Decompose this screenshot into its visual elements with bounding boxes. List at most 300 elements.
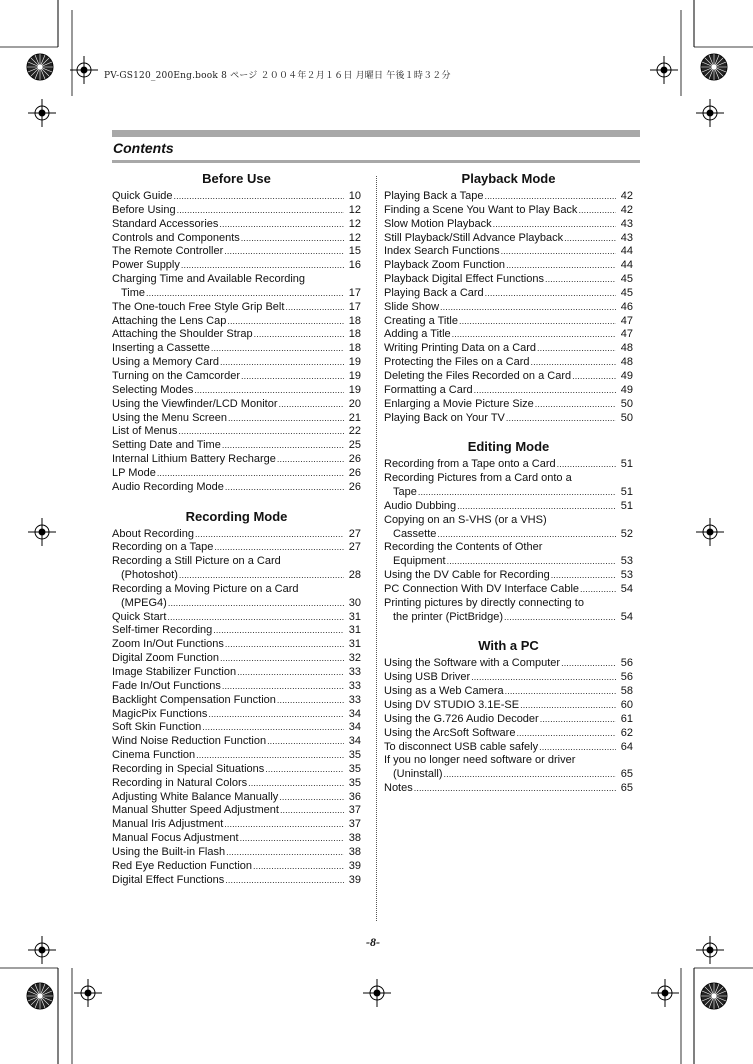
dot-leader xyxy=(493,218,616,232)
toc-entry-page: 54 xyxy=(620,610,633,623)
dot-leader xyxy=(222,439,344,453)
toc-entry[interactable] xyxy=(112,528,361,542)
dot-leader xyxy=(224,818,344,832)
toc-entry[interactable] xyxy=(112,818,361,832)
toc-entry[interactable] xyxy=(112,569,361,583)
toc-entry-page: 26 xyxy=(348,480,361,493)
toc-entry[interactable] xyxy=(384,398,633,412)
toc-entry-page: 61 xyxy=(620,712,633,725)
dot-leader xyxy=(179,569,344,583)
toc-entry-title: Image Stabilizer Function xyxy=(112,666,237,678)
toc-entry-page: 34 xyxy=(348,735,361,748)
toc-entry-page: 35 xyxy=(348,762,361,775)
toc-entry[interactable] xyxy=(384,384,633,398)
dot-leader xyxy=(537,342,616,356)
toc-entry[interactable] xyxy=(384,287,633,301)
toc-entry[interactable] xyxy=(112,680,361,694)
toc-entry-title: Writing Printing Data on a Card xyxy=(384,342,537,355)
toc-entry[interactable] xyxy=(384,245,633,259)
dot-leader xyxy=(285,301,344,315)
toc-entry[interactable] xyxy=(112,425,361,439)
toc-entry-page: 34 xyxy=(348,721,361,734)
toc-entry-page: 49 xyxy=(620,369,633,382)
toc-entry-page: 26 xyxy=(348,453,361,466)
toc-left-column xyxy=(112,170,361,888)
toc-entry-page: 33 xyxy=(348,666,361,678)
toc-entry-page: 19 xyxy=(348,383,361,396)
toc-entry-page: 44 xyxy=(620,245,633,258)
toc-entry-title: Quick Guide xyxy=(112,190,173,202)
toc-entry-title-line[interactable]: Printing pictures by directly connecting to xyxy=(384,596,584,609)
toc-entry-page: 32 xyxy=(348,652,361,665)
dot-leader xyxy=(241,370,344,384)
dot-leader xyxy=(452,328,616,342)
toc-entry[interactable] xyxy=(112,412,361,426)
toc-entry[interactable] xyxy=(112,453,361,467)
toc-entry-page: 35 xyxy=(348,749,361,762)
toc-entry[interactable] xyxy=(384,611,633,625)
toc-entry-title: Using DV STUDIO 3.1E-SE xyxy=(384,699,520,711)
dot-leader xyxy=(177,204,344,218)
toc-entry-title: (MPEG4) xyxy=(121,596,167,609)
toc-entry-page: 45 xyxy=(620,273,633,286)
toc-entry[interactable] xyxy=(112,694,361,708)
toc-entry-title: (Uninstall) xyxy=(393,768,443,781)
toc-entry-title-line[interactable]: Recording Pictures from a Card onto a xyxy=(384,472,572,485)
toc-entry-title: Enlarging a Movie Picture Size xyxy=(384,397,534,410)
toc-entry-page: 65 xyxy=(620,782,633,795)
dot-leader xyxy=(195,528,344,542)
toc-entry[interactable] xyxy=(112,666,361,680)
toc-entry[interactable] xyxy=(112,356,361,370)
toc-entry[interactable] xyxy=(112,597,361,611)
toc-entry-title-line[interactable]: Recording the Contents of Other xyxy=(384,541,543,554)
toc-entry[interactable] xyxy=(384,232,633,246)
toc-entry-page: 39 xyxy=(348,873,361,886)
dot-leader xyxy=(279,791,344,805)
dot-leader xyxy=(440,301,616,315)
toc-entry-page: 16 xyxy=(348,259,361,272)
toc-entry[interactable] xyxy=(112,860,361,874)
dot-leader xyxy=(178,425,344,439)
toc-entry-title: Adding a Title xyxy=(384,328,451,341)
toc-entry-title: Still Playback/Still Advance Playback xyxy=(384,231,564,244)
dot-leader xyxy=(444,768,616,782)
toc-entry-title: Slide Show xyxy=(384,300,440,313)
dot-leader xyxy=(194,384,344,398)
dot-leader xyxy=(540,713,616,727)
dot-leader xyxy=(504,611,616,625)
toc-entry-page: 37 xyxy=(348,804,361,817)
toc-entry-title: Adjusting White Balance Manually xyxy=(112,790,279,803)
dot-leader xyxy=(167,611,344,625)
toc-entry-title: Digital Effect Functions xyxy=(112,873,225,886)
toc-entry[interactable] xyxy=(112,638,361,652)
toc-section xyxy=(384,637,633,795)
dot-leader xyxy=(237,666,344,680)
toc-entry[interactable] xyxy=(112,874,361,888)
toc-entry-title: Recording on a Tape xyxy=(112,541,214,554)
toc-entry-title: Attaching the Lens Cap xyxy=(112,314,227,327)
toc-entry[interactable] xyxy=(384,218,633,232)
toc-entry[interactable] xyxy=(384,727,633,741)
toc-entry[interactable] xyxy=(384,713,633,727)
toc-entry-title: Tape xyxy=(393,486,417,499)
toc-entry-page: 44 xyxy=(620,259,633,272)
toc-entry-title: Self-timer Recording xyxy=(112,624,213,637)
toc-entry[interactable] xyxy=(384,583,633,597)
toc-entry[interactable] xyxy=(112,481,361,495)
toc-entry-page: 51 xyxy=(620,499,633,512)
toc-entry[interactable] xyxy=(384,671,633,685)
toc-entry-title-line[interactable]: If you no longer need software or driver xyxy=(384,754,576,767)
toc-entry[interactable] xyxy=(112,652,361,666)
toc-entry-page: 43 xyxy=(620,231,633,244)
toc-entry-title: Audio Recording Mode xyxy=(112,480,224,493)
toc-entry-page: 42 xyxy=(620,190,633,202)
dot-leader xyxy=(418,486,616,500)
dot-leader xyxy=(505,685,616,699)
toc-entry[interactable] xyxy=(112,763,361,777)
toc-entry-page: 19 xyxy=(348,369,361,382)
toc-entry[interactable] xyxy=(112,439,361,453)
toc-entry-title: Internal Lithium Battery Recharge xyxy=(112,453,276,466)
toc-entry-page: 42 xyxy=(620,203,633,216)
toc-entry-title: Setting Date and Time xyxy=(112,439,221,452)
dot-leader xyxy=(459,315,616,329)
toc-entry-title: Using the Viewfinder/LCD Monitor xyxy=(112,397,278,410)
page-number: -8- xyxy=(366,935,380,949)
toc-entry[interactable] xyxy=(112,328,361,342)
toc-entry[interactable] xyxy=(112,541,361,555)
toc-entry[interactable] xyxy=(384,458,633,472)
dot-leader xyxy=(254,328,344,342)
toc-entry-title: Playing Back a Card xyxy=(384,286,484,299)
toc-entry-page: 45 xyxy=(620,286,633,299)
toc-entry-title: LP Mode xyxy=(112,466,156,479)
toc-entry-title-line[interactable]: Recording a Moving Picture on a Card xyxy=(112,582,299,595)
toc-entry-title: To disconnect USB cable safely xyxy=(384,740,539,753)
toc-entry-title: Inserting a Cassette xyxy=(112,342,210,355)
toc-entry[interactable] xyxy=(112,259,361,273)
toc-entry[interactable] xyxy=(112,735,361,749)
toc-entry-page: 34 xyxy=(348,707,361,720)
toc-entry-page: 49 xyxy=(620,383,633,396)
toc-entry[interactable] xyxy=(112,370,361,384)
toc-entry-title: Time xyxy=(121,286,146,299)
toc-entry[interactable] xyxy=(384,370,633,384)
toc-entry-page: 51 xyxy=(620,458,633,471)
toc-entry-title: Using USB Driver xyxy=(384,671,471,684)
toc-entry[interactable] xyxy=(384,190,633,204)
toc-entry[interactable] xyxy=(384,301,633,315)
dot-leader xyxy=(471,671,616,685)
dot-leader xyxy=(564,232,616,246)
toc-entry-page: 27 xyxy=(348,527,361,540)
dot-leader xyxy=(227,315,344,329)
toc-entry-title: Notes xyxy=(384,782,413,795)
dot-leader xyxy=(225,481,344,495)
toc-entry-title: Zoom In/Out Functions xyxy=(112,638,224,651)
dot-leader xyxy=(545,273,616,287)
toc-entry-page: 65 xyxy=(620,768,633,781)
toc-entry-page: 10 xyxy=(348,190,361,202)
toc-entry-title: Soft Skin Function xyxy=(112,721,202,734)
toc-entry[interactable] xyxy=(384,412,633,426)
toc-entry[interactable] xyxy=(384,315,633,329)
toc-section xyxy=(112,508,361,888)
toc-entry-title-line[interactable]: Recording a Still Picture on a Card xyxy=(112,555,281,568)
section-heading: With a PC xyxy=(478,638,539,654)
toc-entry[interactable] xyxy=(112,384,361,398)
dot-leader xyxy=(224,245,344,259)
dot-leader xyxy=(174,190,344,204)
toc-entry-title: Backlight Compensation Function xyxy=(112,693,276,706)
toc-entry[interactable] xyxy=(384,699,633,713)
toc-entry-title: Playing Back on Your TV xyxy=(384,411,505,424)
toc-entry-page: 18 xyxy=(348,342,361,355)
dot-leader xyxy=(551,569,616,583)
toc-entry-title: Controls and Components xyxy=(112,231,240,244)
dot-leader xyxy=(241,232,344,246)
toc-entry-title: Playback Digital Effect Functions xyxy=(384,273,544,286)
dot-leader xyxy=(181,259,344,273)
toc-entry[interactable] xyxy=(384,741,633,755)
section-heading: Editing Mode xyxy=(467,439,550,455)
dot-leader xyxy=(219,218,344,232)
toc-entry-title: Using as a Web Camera xyxy=(384,685,504,698)
title-bar-top xyxy=(112,130,640,137)
toc-entry[interactable] xyxy=(112,315,361,329)
toc-entry-page: 28 xyxy=(348,569,361,582)
toc-section xyxy=(384,170,633,425)
toc-entry-title: Recording in Special Situations xyxy=(112,762,265,775)
dot-leader xyxy=(280,804,344,818)
toc-entry-page: 50 xyxy=(620,397,633,410)
toc-entry-title: Equipment xyxy=(393,555,446,568)
dot-leader xyxy=(157,467,344,481)
toc-entry-title-line[interactable]: Copying on an S-VHS (or a VHS) xyxy=(384,513,547,526)
dot-leader xyxy=(277,453,344,467)
toc-entry-title: Fade In/Out Functions xyxy=(112,679,221,692)
toc-entry[interactable] xyxy=(384,342,633,356)
dot-leader xyxy=(214,541,344,555)
dot-leader xyxy=(220,356,344,370)
dot-leader xyxy=(240,832,344,846)
toc-entry-title: Manual Focus Adjustment xyxy=(112,832,239,845)
dot-leader xyxy=(265,763,344,777)
toc-entry-page: 18 xyxy=(348,314,361,327)
toc-entry-page: 26 xyxy=(348,466,361,479)
toc-entry-title: List of Menus xyxy=(112,425,178,438)
toc-entry[interactable] xyxy=(384,204,633,218)
toc-entry-title: Slow Motion Playback xyxy=(384,217,492,230)
toc-entry-page: 33 xyxy=(348,679,361,692)
toc-entry-page: 20 xyxy=(348,397,361,410)
toc-entry-page: 46 xyxy=(620,300,633,313)
toc-section xyxy=(112,170,361,495)
toc-entry[interactable] xyxy=(384,782,633,796)
toc-entry[interactable] xyxy=(112,398,361,412)
toc-entry-page: 53 xyxy=(620,555,633,568)
toc-entry-page: 33 xyxy=(348,693,361,706)
toc-entry[interactable] xyxy=(112,624,361,638)
dot-leader xyxy=(196,749,344,763)
section-heading: Recording Mode xyxy=(185,508,288,524)
toc-entry-page: 17 xyxy=(348,300,361,313)
dot-leader xyxy=(535,398,616,412)
dot-leader xyxy=(474,384,616,398)
toc-entry-title: Using the Software with a Computer xyxy=(384,657,561,670)
dot-leader xyxy=(248,777,344,791)
toc-entry-page: 17 xyxy=(348,286,361,299)
toc-entry[interactable] xyxy=(384,555,633,569)
dot-leader xyxy=(484,190,616,204)
toc-entry-title: Index Search Functions xyxy=(384,245,500,258)
toc-entry[interactable] xyxy=(112,218,361,232)
toc-entry-page: 56 xyxy=(620,657,633,670)
toc-entry-title: MagicPix Functions xyxy=(112,707,208,720)
toc-entry-page: 64 xyxy=(620,740,633,753)
toc-entry-title: Formatting a Card xyxy=(384,383,473,396)
toc-right-column xyxy=(384,170,633,796)
toc-entry-page: 15 xyxy=(348,245,361,258)
toc-entry-page: 47 xyxy=(620,314,633,327)
toc-entry-title: Playback Zoom Function xyxy=(384,259,506,272)
toc-entry[interactable] xyxy=(112,777,361,791)
toc-entry-page: 58 xyxy=(620,685,633,698)
toc-entry-title: Using the ArcSoft Software xyxy=(384,726,516,739)
toc-entry[interactable] xyxy=(112,190,361,204)
toc-entry[interactable] xyxy=(384,768,633,782)
toc-entry[interactable] xyxy=(384,657,633,671)
toc-entry[interactable] xyxy=(112,232,361,246)
toc-entry-page: 36 xyxy=(348,790,361,803)
dot-leader xyxy=(226,846,344,860)
dot-leader xyxy=(506,259,616,273)
toc-entry-title: Standard Accessories xyxy=(112,217,219,230)
dot-leader xyxy=(561,657,616,671)
toc-entry-title: Attaching the Shoulder Strap xyxy=(112,328,253,341)
toc-entry[interactable] xyxy=(384,500,633,514)
dot-leader xyxy=(485,287,616,301)
toc-entry-title: Using the G.726 Audio Decoder xyxy=(384,712,539,725)
toc-entry[interactable] xyxy=(112,467,361,481)
toc-entry[interactable] xyxy=(112,721,361,735)
toc-entry-title: Digital Zoom Function xyxy=(112,652,219,665)
toc-entry-title: Playing Back a Tape xyxy=(384,190,484,202)
toc-entry[interactable] xyxy=(112,708,361,722)
toc-entry-page: 48 xyxy=(620,356,633,369)
toc-entry-page: 51 xyxy=(620,486,633,499)
dot-leader xyxy=(220,652,344,666)
dot-leader xyxy=(267,735,344,749)
toc-entry-title: Selecting Modes xyxy=(112,383,194,396)
dot-leader xyxy=(578,204,616,218)
toc-entry-title: Cassette xyxy=(393,527,437,540)
toc-entry-title: Recording in Natural Colors xyxy=(112,776,248,789)
dot-leader xyxy=(501,245,616,259)
dot-leader xyxy=(506,412,616,426)
toc-entry[interactable] xyxy=(112,846,361,860)
toc-entry-title: Using the DV Cable for Recording xyxy=(384,569,550,582)
dot-leader xyxy=(225,874,344,888)
dot-leader xyxy=(278,398,344,412)
dot-leader xyxy=(228,412,344,426)
dot-leader xyxy=(539,741,616,755)
toc-entry-page: 54 xyxy=(620,582,633,595)
column-divider xyxy=(376,176,377,921)
dot-leader xyxy=(168,597,344,611)
toc-entry[interactable] xyxy=(112,611,361,625)
toc-entry[interactable] xyxy=(112,342,361,356)
toc-entry-page: 53 xyxy=(620,569,633,582)
toc-entry-title: About Recording xyxy=(112,527,194,540)
dot-leader xyxy=(572,370,616,384)
toc-entry[interactable] xyxy=(384,569,633,583)
toc-entry[interactable] xyxy=(112,832,361,846)
toc-entry-page: 27 xyxy=(348,541,361,554)
toc-section xyxy=(384,438,633,624)
toc-entry-page: 18 xyxy=(348,328,361,341)
toc-entry[interactable] xyxy=(384,486,633,500)
toc-entry-page: 12 xyxy=(348,231,361,244)
toc-entry[interactable] xyxy=(112,287,361,301)
toc-entry-page: 60 xyxy=(620,699,633,711)
toc-entry-title: Wind Noise Reduction Function xyxy=(112,735,267,748)
dot-leader xyxy=(211,342,344,356)
toc-entry-page: 47 xyxy=(620,328,633,341)
toc-entry[interactable] xyxy=(384,273,633,287)
toc-entry[interactable] xyxy=(112,204,361,218)
toc-entry-page: 21 xyxy=(348,411,361,424)
toc-entry[interactable] xyxy=(112,749,361,763)
dot-leader xyxy=(277,694,344,708)
toc-entry[interactable] xyxy=(112,791,361,805)
print-header: PV-GS120_200Eng.book 8 ページ ２００４年２月１６日 月曜日 午後１時３２分 xyxy=(104,71,451,81)
toc-entry-title: Protecting the Files on a Card xyxy=(384,356,530,369)
toc-entry[interactable] xyxy=(384,259,633,273)
toc-entry-page: 12 xyxy=(348,203,361,216)
toc-entry-title: (Photoshot) xyxy=(121,569,178,582)
toc-entry-page: 19 xyxy=(348,356,361,369)
toc-entry[interactable] xyxy=(112,301,361,315)
toc-entry[interactable] xyxy=(384,528,633,542)
toc-entry-title: Creating a Title xyxy=(384,314,458,327)
toc-entry-title-line[interactable]: Charging Time and Available Recording xyxy=(112,273,306,286)
toc-entry-title: Recording from a Tape onto a Card xyxy=(384,458,556,471)
toc-entry-page: 31 xyxy=(348,624,361,637)
toc-entry[interactable] xyxy=(384,328,633,342)
dot-leader xyxy=(457,500,616,514)
toc-entry[interactable] xyxy=(384,356,633,370)
toc-entry[interactable] xyxy=(384,685,633,699)
toc-entry-title: PC Connection With DV Interface Cable xyxy=(384,582,580,595)
toc-entry-title: Manual Iris Adjustment xyxy=(112,818,224,831)
dot-leader xyxy=(202,721,344,735)
toc-entry-page: 43 xyxy=(620,217,633,230)
toc-entry-page: 48 xyxy=(620,342,633,355)
dot-leader xyxy=(213,624,344,638)
toc-entry[interactable] xyxy=(112,804,361,818)
toc-entry[interactable] xyxy=(112,245,361,259)
toc-entry-page: 12 xyxy=(348,217,361,230)
toc-entry-title: Turning on the Camcorder xyxy=(112,369,240,382)
toc-entry-page: 25 xyxy=(348,439,361,452)
section-heading: Before Use xyxy=(202,171,271,186)
toc-entry-page: 52 xyxy=(620,527,633,540)
dot-leader xyxy=(447,555,616,569)
